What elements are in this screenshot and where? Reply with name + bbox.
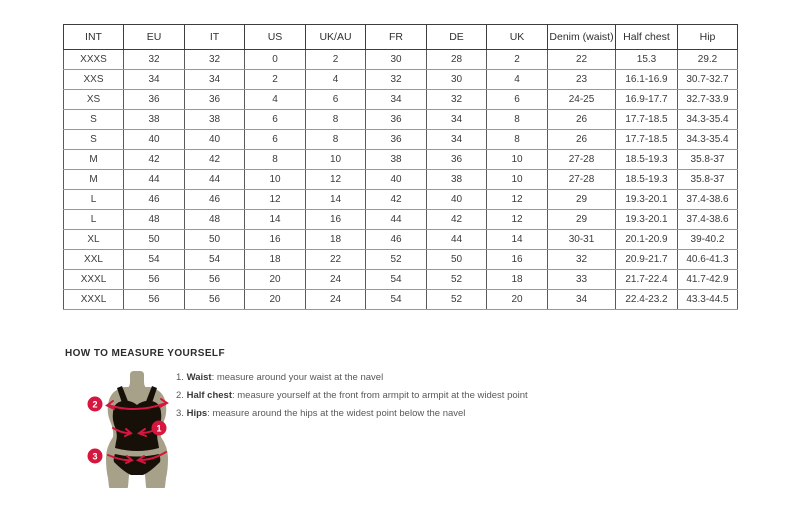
column-header: IT (185, 25, 245, 50)
table-cell: 24 (306, 270, 366, 290)
table-cell: 56 (124, 290, 185, 310)
table-cell: 20.9-21.7 (616, 250, 678, 270)
table-cell: 37.4-38.6 (678, 190, 738, 210)
table-cell: 18.5-19.3 (616, 170, 678, 190)
table-cell: 32 (427, 90, 487, 110)
table-cell: 8 (487, 110, 548, 130)
table-row (64, 230, 738, 250)
table-cell: 54 (185, 250, 245, 270)
table-cell: 20 (245, 290, 306, 310)
badge-hips-number: 3 (92, 451, 98, 462)
step-number: 3. (176, 408, 184, 419)
table-cell: 27-28 (548, 150, 616, 170)
table-cell: 12 (487, 190, 548, 210)
table-cell: XS (64, 90, 124, 110)
column-header: Hip (678, 25, 738, 50)
table-cell: 40 (427, 190, 487, 210)
table-cell: M (64, 170, 124, 190)
table-cell: 36 (427, 150, 487, 170)
table-cell: 4 (487, 70, 548, 90)
column-header: US (245, 25, 306, 50)
table-cell: 34.3-35.4 (678, 130, 738, 150)
table-cell: 27-28 (548, 170, 616, 190)
table-cell: S (64, 110, 124, 130)
table-cell: 38 (185, 110, 245, 130)
table-cell: 38 (366, 150, 427, 170)
table-cell: 2 (306, 50, 366, 70)
table-cell: 4 (306, 70, 366, 90)
table-cell: 20 (245, 270, 306, 290)
table-cell: 18 (306, 230, 366, 250)
table-row (64, 250, 738, 270)
table-row (64, 210, 738, 230)
table-cell: 26 (548, 110, 616, 130)
table-cell: 35.8-37 (678, 150, 738, 170)
measure-step-hips (176, 407, 596, 420)
table-cell: 17.7-18.5 (616, 130, 678, 150)
table-cell: 18 (487, 270, 548, 290)
header-row (64, 25, 738, 50)
table-cell: 36 (185, 90, 245, 110)
table-cell: 30-31 (548, 230, 616, 250)
table-cell: 44 (185, 170, 245, 190)
table-cell: 34 (427, 130, 487, 150)
table-cell: 34 (185, 70, 245, 90)
table-cell: 20.1-20.9 (616, 230, 678, 250)
table-cell: 17.7-18.5 (616, 110, 678, 130)
size-chart-body (64, 50, 738, 310)
badge-waist-number: 1 (156, 423, 162, 434)
table-cell: 35.8-37 (678, 170, 738, 190)
table-cell: 42 (185, 150, 245, 170)
table-cell: 24 (306, 290, 366, 310)
step-text: : measure around your waist at the navel (211, 372, 384, 383)
table-cell: 48 (185, 210, 245, 230)
table-row (64, 110, 738, 130)
table-cell: 14 (306, 190, 366, 210)
table-row (64, 170, 738, 190)
table-cell: 38 (124, 110, 185, 130)
table-cell: 29 (548, 190, 616, 210)
table-cell: 39-40.2 (678, 230, 738, 250)
table-cell: 54 (366, 270, 427, 290)
table-row (64, 70, 738, 90)
table-cell: 46 (185, 190, 245, 210)
measure-section-title: HOW TO MEASURE YOURSELF (65, 348, 225, 359)
step-number: 2. (176, 390, 184, 401)
step-text: : measure around the hips at the widest point below the navel (207, 408, 466, 419)
table-cell: 50 (185, 230, 245, 250)
table-cell: 33 (548, 270, 616, 290)
table-cell: 36 (366, 110, 427, 130)
step-term: Hips (186, 408, 208, 419)
table-cell: XXL (64, 250, 124, 270)
table-cell: 8 (245, 150, 306, 170)
table-cell: 16 (487, 250, 548, 270)
table-cell: 36 (366, 130, 427, 150)
step-number: 1. (176, 372, 184, 383)
mannequin-illustration (84, 371, 190, 493)
table-cell: 14 (487, 230, 548, 250)
table-row (64, 150, 738, 170)
table-cell: 6 (245, 110, 306, 130)
column-header: INT (64, 25, 124, 50)
table-cell: 40 (185, 130, 245, 150)
table-cell: 42 (427, 210, 487, 230)
table-cell: 30 (366, 50, 427, 70)
table-cell: 10 (487, 150, 548, 170)
table-cell: 30 (427, 70, 487, 90)
table-cell: 40 (124, 130, 185, 150)
table-cell: 8 (306, 130, 366, 150)
table-cell: M (64, 150, 124, 170)
table-cell: 52 (427, 290, 487, 310)
table-row (64, 90, 738, 110)
table-cell: 10 (487, 170, 548, 190)
column-header: FR (366, 25, 427, 50)
table-cell: XXXL (64, 270, 124, 290)
table-cell: XXXS (64, 50, 124, 70)
column-header: Denim (waist) (548, 25, 616, 50)
table-cell: 22 (306, 250, 366, 270)
table-cell: 44 (124, 170, 185, 190)
table-cell: 56 (124, 270, 185, 290)
table-cell: 44 (366, 210, 427, 230)
table-cell: 56 (185, 290, 245, 310)
size-chart-header (64, 25, 738, 50)
table-cell: L (64, 190, 124, 210)
table-cell: 46 (366, 230, 427, 250)
table-cell: 34 (124, 70, 185, 90)
table-cell: 12 (245, 190, 306, 210)
size-chart-table (63, 24, 738, 310)
table-cell: L (64, 210, 124, 230)
table-cell: 32 (366, 70, 427, 90)
table-cell: S (64, 130, 124, 150)
table-cell: 34.3-35.4 (678, 110, 738, 130)
table-cell: 34 (548, 290, 616, 310)
table-row (64, 50, 738, 70)
column-header: DE (427, 25, 487, 50)
table-cell: 48 (124, 210, 185, 230)
table-cell: 20 (487, 290, 548, 310)
column-header: EU (124, 25, 185, 50)
table-cell: 10 (306, 150, 366, 170)
table-cell: 16 (306, 210, 366, 230)
column-header: UK/AU (306, 25, 366, 50)
table-cell: 56 (185, 270, 245, 290)
table-cell: 29.2 (678, 50, 738, 70)
table-cell: 2 (245, 70, 306, 90)
table-row (64, 190, 738, 210)
table-cell: 8 (306, 110, 366, 130)
table-cell: 50 (124, 230, 185, 250)
table-cell: 8 (487, 130, 548, 150)
table-cell: 18 (245, 250, 306, 270)
table-cell: 54 (124, 250, 185, 270)
table-cell: 29 (548, 210, 616, 230)
table-cell: 24-25 (548, 90, 616, 110)
table-cell: 12 (306, 170, 366, 190)
table-cell: 32 (185, 50, 245, 70)
table-cell: 26 (548, 130, 616, 150)
table-cell: 0 (245, 50, 306, 70)
table-cell: 15.3 (616, 50, 678, 70)
table-cell: 28 (427, 50, 487, 70)
table-cell: 32.7-33.9 (678, 90, 738, 110)
table-row (64, 290, 738, 310)
table-cell: 14 (245, 210, 306, 230)
table-cell: 44 (427, 230, 487, 250)
table-cell: 38 (427, 170, 487, 190)
table-cell: 54 (366, 290, 427, 310)
table-cell: 23 (548, 70, 616, 90)
table-cell: 32 (124, 50, 185, 70)
table-cell: 10 (245, 170, 306, 190)
table-cell: 2 (487, 50, 548, 70)
table-cell: 36 (124, 90, 185, 110)
table-cell: 21.7-22.4 (616, 270, 678, 290)
column-header: Half chest (616, 25, 678, 50)
table-cell: 19.3-20.1 (616, 190, 678, 210)
table-cell: 22.4-23.2 (616, 290, 678, 310)
table-cell: 19.3-20.1 (616, 210, 678, 230)
table-cell: 46 (124, 190, 185, 210)
table-cell: 52 (366, 250, 427, 270)
column-header: UK (487, 25, 548, 50)
table-cell: 52 (427, 270, 487, 290)
measure-steps-list (176, 371, 596, 425)
table-cell: 6 (306, 90, 366, 110)
table-cell: 37.4-38.6 (678, 210, 738, 230)
table-cell: 16 (245, 230, 306, 250)
table-row (64, 130, 738, 150)
table-cell: 30.7-32.7 (678, 70, 738, 90)
table-cell: 22 (548, 50, 616, 70)
table-cell: 34 (366, 90, 427, 110)
table-cell: 4 (245, 90, 306, 110)
step-term: Waist (186, 372, 212, 383)
table-cell: XL (64, 230, 124, 250)
table-cell: 42 (366, 190, 427, 210)
table-cell: 41.7-42.9 (678, 270, 738, 290)
table-cell: XXXL (64, 290, 124, 310)
table-cell: 34 (427, 110, 487, 130)
table-cell: 40 (366, 170, 427, 190)
table-row (64, 270, 738, 290)
table-cell: 16.9-17.7 (616, 90, 678, 110)
step-text: : measure yourself at the front from armpit to armpit at the widest point (231, 390, 528, 401)
table-cell: 16.1-16.9 (616, 70, 678, 90)
table-cell: 32 (548, 250, 616, 270)
table-cell: 43.3-44.5 (678, 290, 738, 310)
table-cell: 12 (487, 210, 548, 230)
table-cell: 50 (427, 250, 487, 270)
measure-step-half-chest (176, 389, 596, 402)
table-cell: 6 (245, 130, 306, 150)
table-cell: 42 (124, 150, 185, 170)
measure-step-waist (176, 371, 596, 384)
table-cell: 40.6-41.3 (678, 250, 738, 270)
table-cell: 18.5-19.3 (616, 150, 678, 170)
step-term: Half chest (186, 390, 232, 401)
badge-chest-number: 2 (92, 399, 98, 410)
table-cell: 6 (487, 90, 548, 110)
table-cell: XXS (64, 70, 124, 90)
